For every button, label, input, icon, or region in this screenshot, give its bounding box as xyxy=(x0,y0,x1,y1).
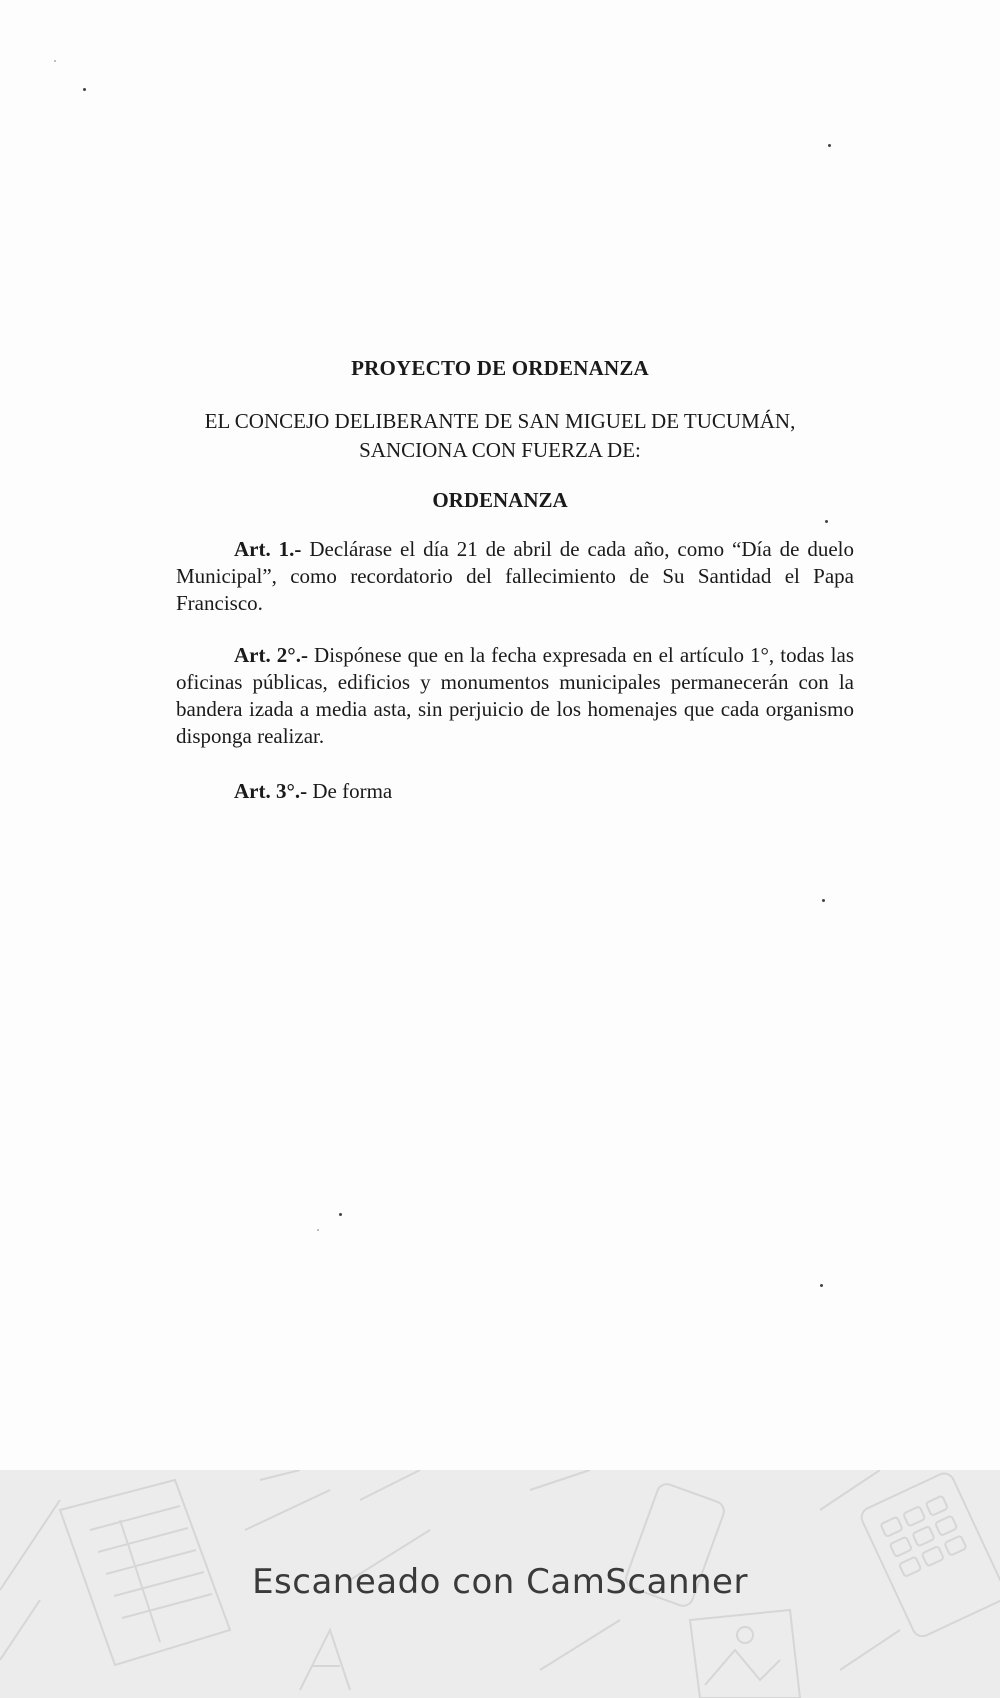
article-label: Art. 1.- xyxy=(234,537,302,561)
camscanner-footer xyxy=(0,1470,1000,1698)
scan-speck xyxy=(339,1213,342,1216)
article-text: Declárase el día 21 de abril de cada año, como “Día de duelo Municipal”, como recordatorio del fallecimiento de Su Santidad el Papa Francisco. xyxy=(176,537,854,615)
article-3 xyxy=(176,778,854,805)
scan-speck xyxy=(54,60,56,62)
article-label: Art. 2°.- xyxy=(234,643,308,667)
scan-speck xyxy=(828,144,831,147)
scan-speck xyxy=(83,88,86,91)
article-text: Dispónese que en la fecha expresada en el artículo 1°, todas las oficinas públicas, edificios y monumentos municipales permanecerán con la bandera izada a media asta, sin perjuicio de los homenajes que cada organismo disponga realizar. xyxy=(176,643,854,748)
council-statement xyxy=(0,407,1000,465)
footer-watermark-text: Escaneado con CamScanner xyxy=(252,1562,748,1602)
article-1 xyxy=(176,536,854,617)
article-text: De forma xyxy=(307,779,393,803)
scan-speck xyxy=(820,1284,823,1287)
council-line: EL CONCEJO DELIBERANTE DE SAN MIGUEL DE TUCUMÁN, xyxy=(204,409,796,433)
council-line: SANCIONA CON FUERZA DE: xyxy=(359,438,641,462)
document-title: PROYECTO DE ORDENANZA xyxy=(351,356,649,380)
scan-speck xyxy=(825,520,828,523)
scan-speck xyxy=(822,899,825,902)
article-label: Art. 3°.- xyxy=(234,779,308,803)
scan-speck xyxy=(317,1229,319,1231)
ordenanza-heading: ORDENANZA xyxy=(432,488,568,512)
article-2 xyxy=(176,642,854,750)
